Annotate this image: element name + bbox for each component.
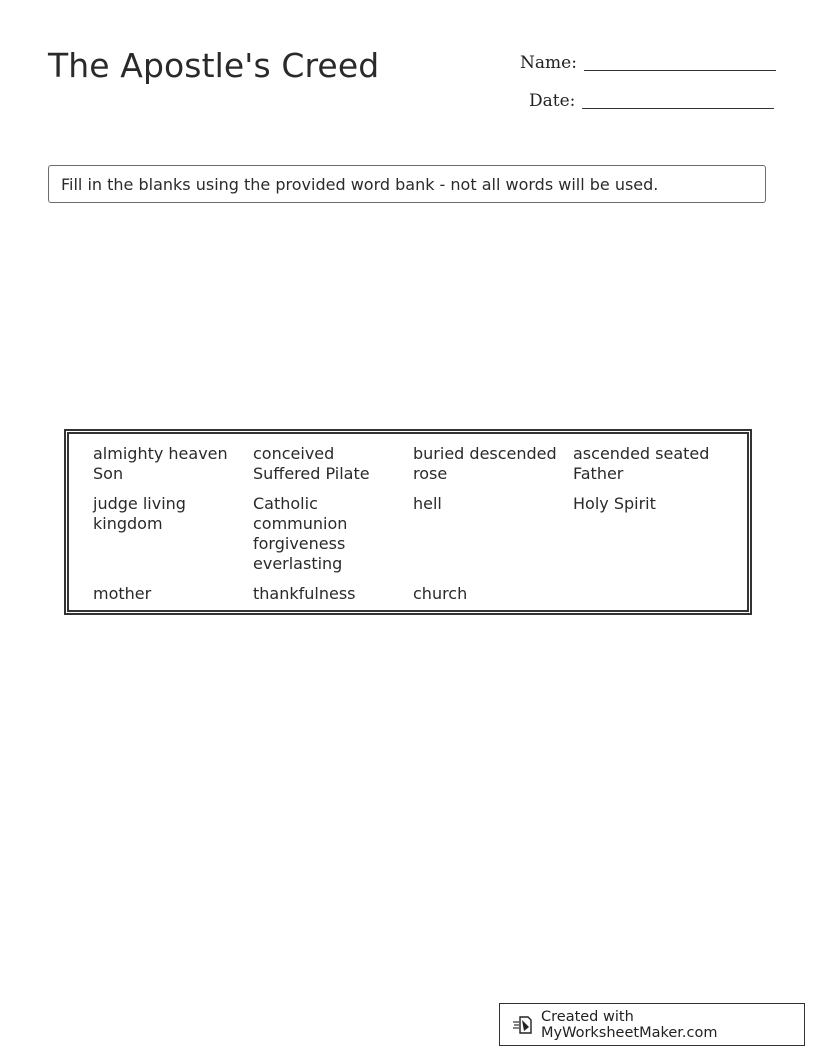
instructions-text: Fill in the blanks using the provided word bank - not all words will be used. <box>61 175 659 194</box>
date-field <box>529 93 774 110</box>
worksheet-maker-logo-icon <box>512 1014 534 1036</box>
footer-credit-text: Created with MyWorksheetMaker.com <box>541 1008 718 1041</box>
word-bank-cell: mother <box>93 584 152 603</box>
word-bank-cell: buried descended rose <box>413 444 557 483</box>
word-bank-cell: Holy Spirit <box>573 494 656 513</box>
word-bank-cell <box>573 584 733 604</box>
name-blank-line <box>584 70 776 71</box>
date-label: Date: <box>529 91 576 111</box>
word-bank-cell: thankfulness <box>253 584 356 603</box>
word-bank <box>64 429 752 615</box>
instructions-box <box>48 165 766 203</box>
word-bank-cell: ascended seated Father <box>573 444 710 483</box>
word-bank-cell: church <box>413 584 468 603</box>
word-bank-grid <box>93 444 733 604</box>
name-label: Name: <box>520 53 577 73</box>
word-bank-cell: Catholic communion forgiveness everlasting <box>253 494 348 573</box>
page-title: The Apostle's Creed <box>48 46 380 85</box>
name-field <box>520 55 776 72</box>
date-blank-line <box>582 108 774 109</box>
word-bank-cell: almighty heaven Son <box>93 444 228 483</box>
word-bank-cell: hell <box>413 494 442 513</box>
word-bank-cell: judge living kingdom <box>93 494 186 533</box>
footer-credit-badge[interactable] <box>499 1003 805 1046</box>
word-bank-cell: conceived Suffered Pilate <box>253 444 370 483</box>
